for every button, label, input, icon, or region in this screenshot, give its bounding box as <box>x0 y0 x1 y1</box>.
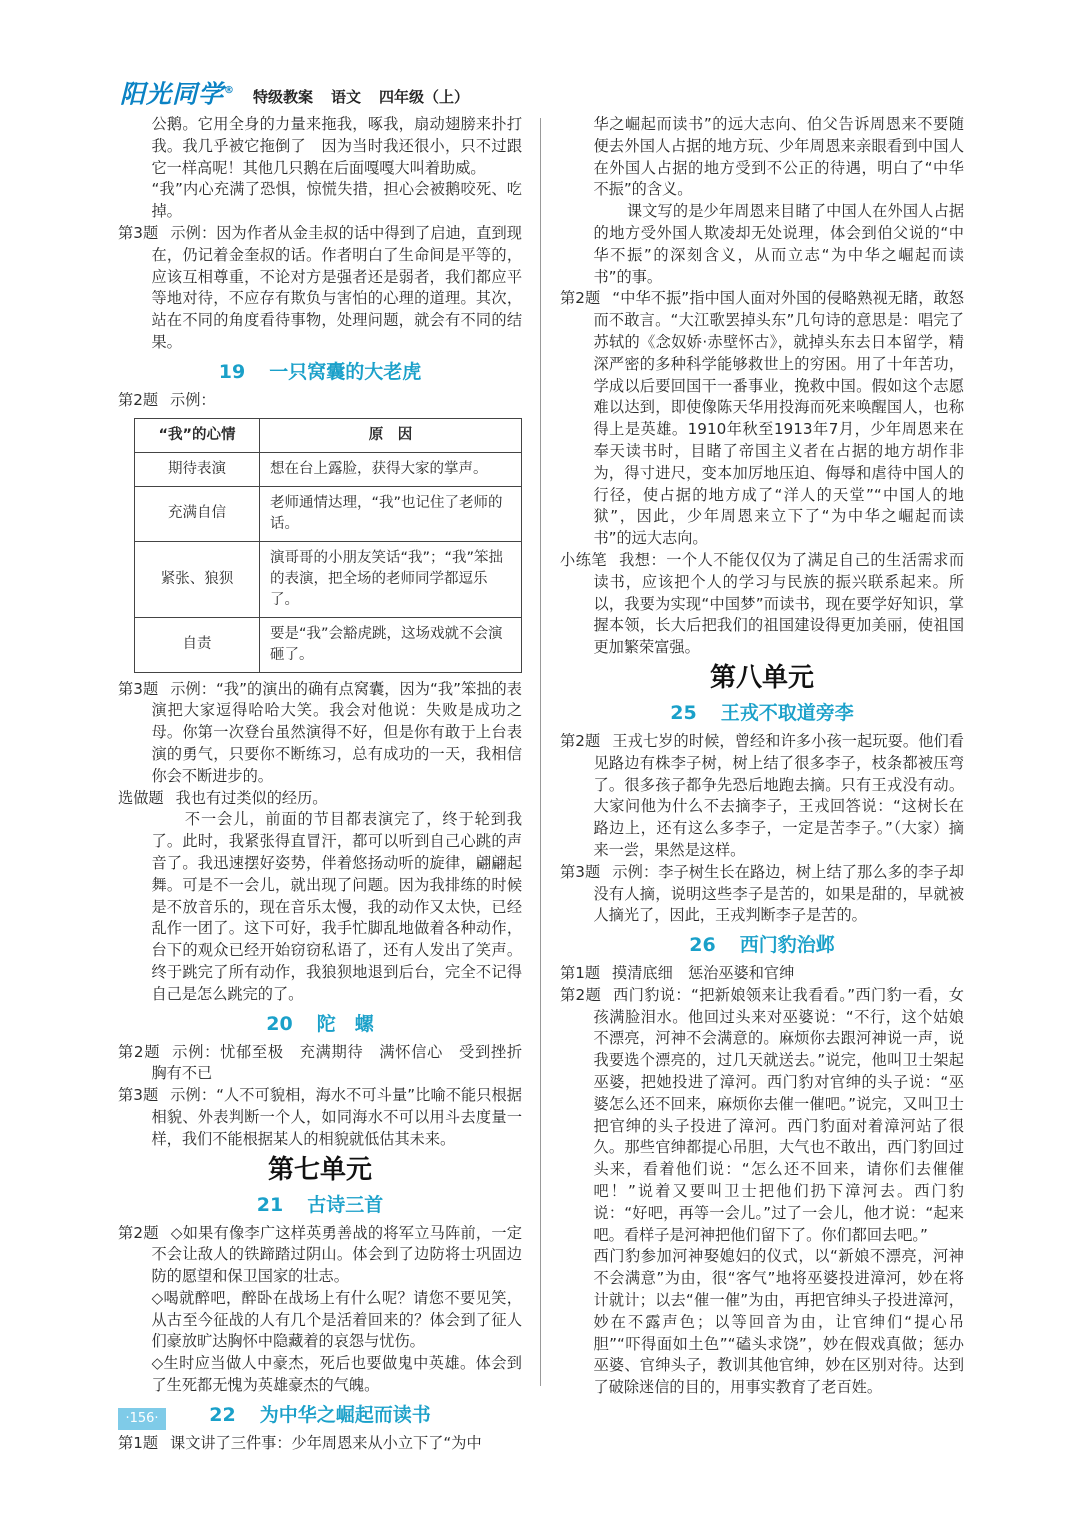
question-answer <box>118 223 522 354</box>
lesson-number: 20 <box>266 1012 293 1035</box>
table-row <box>135 617 522 672</box>
question-answer <box>118 390 522 412</box>
answer-text: “中华不振”指中国人面对外国的侵略熟视无睹，敢怒而不敢言。“大江歌罢掉头东”几句诗的意思是：唱完了苏轼的《念奴娇·赤壁怀古》，就掉头东去日本留学，精深严密的多种科学能够救世上的穷困。用了十年苦功，学成以后要回国干一番事业，挽救中国。假如这个志愿难以达到，即使像陈天华用投海而死来唤醒国人，也称得上是英雄。1910年秋至1913年7月，少年周恩来在奉天读书时，目睹了帝国主义者在占据的地方胡作非为，得寸进尺，变本加厉地压迫、侮辱和虐待中国人的行径，使占据的地方成了“洋人的天堂”“中国人的地狱”，因此，少年周恩来立下了“为中华之崛起而读书”的远大志向。 <box>593 289 964 548</box>
unit-heading: 第八单元 <box>709 662 814 693</box>
lesson-name: 为中华之崛起而读书 <box>259 1403 431 1426</box>
question-label: 小练笔 <box>560 550 608 569</box>
answer-paragraph: 西门豹参加河神娶媳妇的仪式，以“新娘不漂亮，河神不会满意”为由，很“客气”地将巫婆投进漳河，妙在将计就计；以去“催一催”为由，再把官绅头子投进漳河，妙在不露声色；以等回音为由，让官绅们“提心吊胆”“吓得面如土色”“磕头求饶”，妙在假戏真做；惩办巫婆、官绅头子，教训其他官绅，妙在区别对待。达到了破除迷信的目的，用事实教育了老百姓。 <box>593 1247 964 1397</box>
question-answer <box>118 1042 538 1086</box>
lesson-name: 古诗三首 <box>307 1193 384 1216</box>
answer-text: 摸清底细 惩治巫婆和官绅 <box>612 964 795 983</box>
column-header: “我”的心情 <box>135 418 260 452</box>
column-divider <box>540 118 541 1386</box>
table-cell: 紧张、狼狈 <box>135 541 260 617</box>
question-label: 第3题 <box>118 1086 159 1105</box>
table-cell: 老师通情达理，“我”也记住了老师的话。 <box>260 486 522 541</box>
question-label: 第1题 <box>560 964 601 983</box>
answer-text: 王戎七岁的时候，曾经和许多小孩一起玩耍。他们看见路边有株李子树，树上结了很多李子，枝条都被压弯了。很多孩子都争先恐后地跑去摘。只有王戎没有动。大家问他为什么不去摘李子，王戎回答说：“这树长在路边上，还有这么多李子，一定是苦李子。”（大家）摘来一尝，果然是这样。 <box>593 731 964 859</box>
table-row <box>135 452 522 486</box>
answer-paragraph: ◇生时应当做人中豪杰，死后也要做鬼中英雄。体会到了生死都无愧为英雄豪杰的气魄。 <box>151 1354 522 1395</box>
question-label: 第2题 <box>118 390 159 409</box>
question-label: 第3题 <box>118 679 159 698</box>
answer-text: 示例：“人不可貌相，海水不可斗量”比喻不能只根据相貌、外表判断一个人，如同海水不可以用斗去度量一样，我们不能根据某人的相貌就低估其未来。 <box>151 1086 522 1148</box>
lesson-number: 19 <box>218 360 246 383</box>
answer-text: 示例：“我”的演出的确有点窝囊，因为“我”笨拙的表演把大家逗得哈哈大笑。我会对他说：失败是成功之母。你第一次登台虽然演得不好，但是你有敢于上台表演的勇气，只要你不断练习，总有成功的一天，我相信你会不断进步的。 <box>151 679 522 785</box>
lesson-number: 26 <box>689 934 716 957</box>
question-label: 第1题 <box>118 1433 159 1452</box>
table-cell: 要是“我”会豁虎跳，这场戏就不会演砸了。 <box>260 617 522 672</box>
question-answer <box>118 1085 522 1150</box>
table-cell: 想在台上露脸，获得大家的掌声。 <box>260 452 522 486</box>
question-label: 第2题 <box>118 1042 161 1061</box>
lesson-title <box>560 701 964 725</box>
question-answer <box>118 1223 522 1288</box>
answer-paragraph: ◇喝就醉吧，醉卧在战场上有什么呢？请您不要见笑，从古至今征战的人有几个是活着回来的？体会到了征人们豪放旷达胸怀中隐藏着的哀怨与忧伤。 <box>151 1288 522 1351</box>
lesson-title <box>118 1012 522 1036</box>
lesson-title <box>118 1403 522 1427</box>
question-answer <box>118 788 522 810</box>
answer-text: 我想：一个人不能仅仅为了满足自己的生活需求而读书，应该把个人的学习与民族的振兴联系起来。所以，我要为实现“中国梦”而读书，现在要学好知识，掌握本领，长大后把我们的祖国建设得更加美丽，使祖国更加繁荣富强。 <box>593 550 965 657</box>
table-header-row <box>135 418 522 452</box>
question-answer <box>118 1433 522 1455</box>
question-answer <box>560 550 964 659</box>
answer-text: ◇如果有像李广这样英勇善战的将军立马阵前，一定不会让敌人的铁蹄踏过阴山。体会到了边防将士巩固边防的愿望和保卫国家的壮志。 <box>151 1223 522 1286</box>
lesson-name: 王戎不取道旁李 <box>720 701 854 724</box>
answer-paragraph: 公鹅。它用全身的力量来拖我，啄我，扇动翅膀来扑打我。我几乎被它拖倒了 因为当时我还很小，只不过跟它一样高呢！其他几只鹅在后面嘎嘎大叫着助威。 <box>151 115 522 177</box>
table-cell: 自责 <box>135 617 260 672</box>
lesson-number: 22 <box>209 1403 236 1426</box>
page-number: ·156· <box>118 1408 166 1430</box>
right-column <box>560 114 964 1399</box>
question-answer <box>560 963 964 985</box>
question-label: 第3题 <box>560 862 601 881</box>
lesson-title <box>118 360 522 384</box>
lesson-number: 25 <box>670 701 697 724</box>
subject-label: 语文 <box>331 88 362 106</box>
lesson-number: 21 <box>256 1193 284 1216</box>
answer-text: 课文讲了三件事：少年周恩来从小立下了“为中 <box>170 1433 482 1452</box>
answer-text: 我也有过类似的经历。 <box>175 788 328 807</box>
answer-text: 示例：忧郁至极 充满期待 满怀信心 受到挫折 胸有不已 <box>151 1042 538 1083</box>
lesson-title <box>118 1193 522 1217</box>
question-answer <box>118 679 522 788</box>
question-label: 第3题 <box>118 223 159 242</box>
column-header: 原 因 <box>260 418 522 452</box>
question-label: 第2题 <box>560 289 601 308</box>
question-answer <box>560 731 964 862</box>
answer-text: 示例： <box>170 390 216 409</box>
question-answer <box>560 288 964 550</box>
question-label: 第2题 <box>118 1223 159 1242</box>
answer-paragraph: 华之崛起而读书”的远大志向、伯父告诉周恩来不要随便去外国人占据的地方玩、少年周恩来亲眼看到中国人在外国人占据的地方受到不公正的待遇，明白了“中华不振”的含义。 <box>593 115 964 199</box>
lesson-name: 西门豹治邺 <box>739 934 835 957</box>
question-label: 选做题 <box>118 788 164 807</box>
grade-label: 四年级（上） <box>379 88 470 106</box>
table-cell: 演哥哥的小朋友笑话“我”；“我”笨拙的表演，把全场的老师同学都逗乐了。 <box>260 541 522 617</box>
question-answer <box>560 985 964 1247</box>
answer-paragraph: 课文写的是少年周恩来目睹了中国人在外国人占据的地方受外国人欺凌却无处说理，体会到伯父说的“中华不振”的深刻含义，从而立志“为中华之崛起而读书”的事。 <box>593 202 964 286</box>
mood-table <box>134 418 522 673</box>
left-column <box>118 114 538 1455</box>
question-label: 第2题 <box>560 985 602 1004</box>
answer-text: 示例：李子树生长在路边，树上结了那么多的李子却没有人摘，说明这些李子是苦的，如果是甜的，早就被人摘光了，因此，王戎判断李子是苦的。 <box>593 862 964 925</box>
book-series: 特级教案 <box>253 88 314 106</box>
lesson-title <box>560 933 964 957</box>
table-cell: 期待表演 <box>135 452 260 486</box>
lesson-name: 陀 螺 <box>316 1012 374 1035</box>
unit-heading: 第七单元 <box>267 1154 372 1185</box>
brand-logo: 阳光同学® <box>120 79 236 108</box>
story-paragraph: 不一会儿，前面的节目都表演完了，终于轮到我了。此时，我紧张得直冒汗，都可以听到自己心跳的声音了。我迅速摆好姿势，伴着悠扬动听的旋律，翩翩起舞。可是不一会儿，就出现了问题。因为我排练的时候是不放音乐的，现在音乐太慢，我的动作又太快，已经乱作一团了。这下可好，我手忙脚乱地做着各种动作，台下的观众已经开始窃窃私语了，还有人发出了笑声。终于跳完了所有动作，我狼狈地退到后台，完全不记得自己是怎么跳完的了。 <box>151 810 522 1003</box>
lesson-name: 一只窝囊的大老虎 <box>269 360 422 383</box>
table-cell: 充满自信 <box>135 486 260 541</box>
answer-text: 示例：因为作者从金圭叔的话中得到了启迪，直到现在，仍记着金奎叔的话。作者明白了生命间是平等的，应该互相尊重，不论对方是强者还是弱者，我们都应平等地对待，不应存有欺负与害怕的心理的道理。其次，站在不同的角度看待事物，处理问题，就会有不同的结果。 <box>151 223 522 351</box>
question-answer <box>560 862 964 927</box>
page-header <box>120 75 469 109</box>
answer-text: 西门豹说：“把新娘领来让我看看。”西门豹一看，女孩满脸泪水。他回过头来对巫婆说：“不行，这个姑娘不漂亮，河神不会满意的。麻烦你去跟河神说一声，说我要选个漂亮的，过几天就送去。”说完，他叫卫士架起巫婆，把她投进了漳河。西门豹对官绅的头子说：“巫婆怎么还不回来，麻烦你去催一催吧。”说完，又叫卫士把官绅的头子投进了漳河。西门豹面对着漳河站了很久。那些官绅都提心吊胆，大气也不敢出，西门豹回过头来，看着他们说：“怎么还不回来，请你们去催催吧！”说着又要叫卫士把他们扔下漳河去。西门豹说：“好吧，再等一会儿。”过了一会儿，他才说：“起来吧。看样子是河神把他们留下了。你们都回去吧。” <box>593 985 964 1244</box>
answer-paragraph: “我”内心充满了恐惧，惊慌失措，担心会被鹅咬死、吃掉。 <box>151 180 522 221</box>
table-row <box>135 486 522 541</box>
question-label: 第2题 <box>560 731 601 750</box>
table-row <box>135 541 522 617</box>
